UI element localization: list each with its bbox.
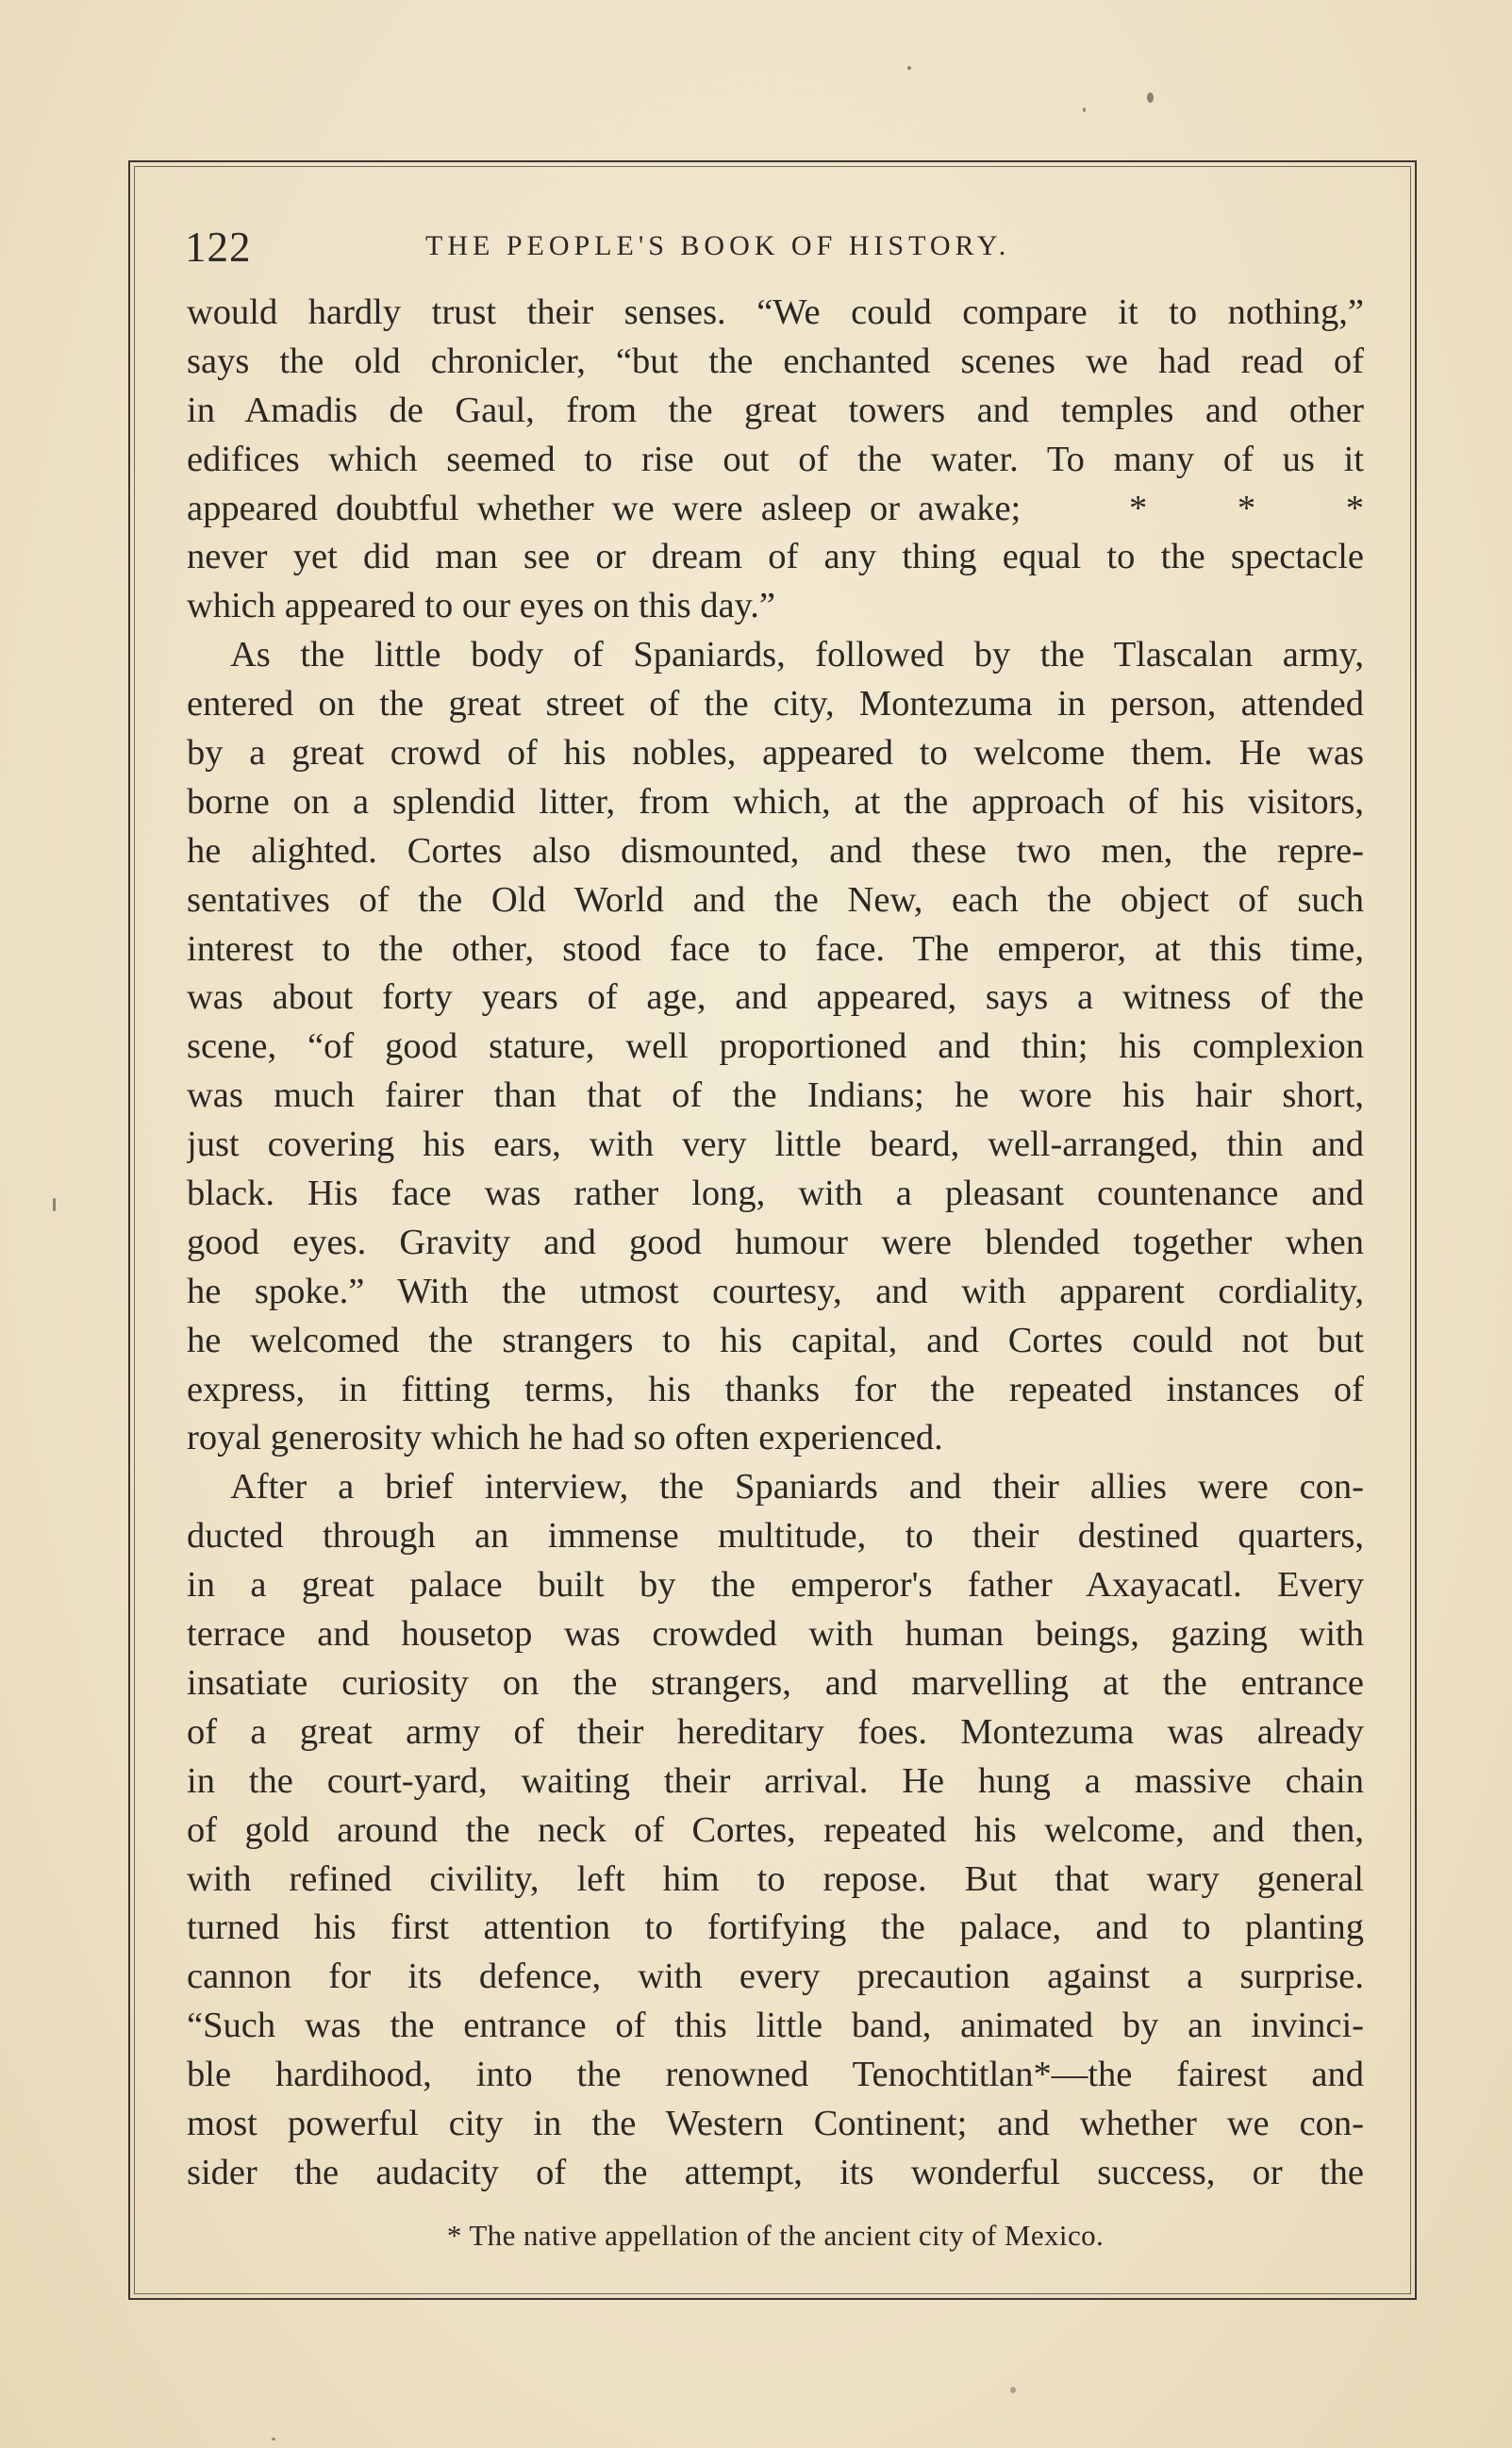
text-line: by a great crowd of his nobles, appeared to welcome them. He was bbox=[187, 733, 1364, 774]
text-line: was much fairer than that of the Indians; he wore his hair short, bbox=[187, 1075, 1364, 1116]
paper-speck bbox=[272, 2438, 275, 2440]
text-line: appeared doubtful whether we were asleep or awake; * * * bbox=[187, 488, 1364, 528]
text-line: was about forty years of age, and appeared, says a witness of the bbox=[187, 977, 1364, 1018]
paragraph-start-line: After a brief interview, the Spaniards and their allies were con- bbox=[230, 1467, 1364, 1507]
paper-speck bbox=[1147, 92, 1154, 103]
paper-speck bbox=[907, 66, 911, 70]
text-line: black. His face was rather long, with a pleasant countenance and bbox=[187, 1174, 1364, 1214]
text-line: scene, “of good stature, well proportioned and thin; his complexion bbox=[187, 1026, 1364, 1067]
text-line: of gold around the neck of Cortes, repeated his welcome, and then, bbox=[187, 1809, 1364, 1850]
text-line: in Amadis de Gaul, from the great towers and temples and other bbox=[187, 390, 1364, 430]
page-header bbox=[185, 223, 1364, 279]
text-line: he spoke.” With the utmost courtesy, and with apparent cordiality, bbox=[187, 1271, 1364, 1311]
text-line: interest to the other, stood face to face. The emperor, at this time, bbox=[187, 928, 1364, 969]
text-line: he alighted. Cortes also dismounted, and these two men, the repre- bbox=[187, 830, 1364, 871]
text-line: he welcomed the strangers to his capital, and Cortes could not but bbox=[187, 1320, 1364, 1360]
text-line: just covering his ears, with very little beard, well-arranged, thin and bbox=[187, 1124, 1364, 1165]
text-line: insatiate curiosity on the strangers, and marvelling at the entrance bbox=[187, 1662, 1364, 1703]
paper-speck bbox=[53, 1198, 56, 1211]
text-line: express, in fitting terms, his thanks for the repeated instances of bbox=[187, 1369, 1364, 1409]
running-head: THE PEOPLE'S BOOK OF HISTORY. bbox=[425, 230, 1011, 261]
paper-speck bbox=[1083, 108, 1086, 112]
text-line: which appeared to our eyes on this day.” bbox=[187, 586, 775, 626]
text-line: cannon for its defence, with every precaution against a surprise. bbox=[187, 1957, 1364, 1997]
text-line: ducted through an immense multitude, to their destined quarters, bbox=[187, 1516, 1364, 1557]
text-line: ble hardihood, into the renowned Tenochtitlan*—the fairest and bbox=[187, 2055, 1364, 2095]
text-line: terrace and housetop was crowded with human beings, gazing with bbox=[187, 1614, 1364, 1655]
text-line: good eyes. Gravity and good humour were blended together when bbox=[187, 1222, 1364, 1262]
text-line: in the court-yard, waiting their arrival. He hung a massive chain bbox=[187, 1760, 1364, 1801]
text-line: “Such was the entrance of this little band, animated by an invinci- bbox=[187, 2006, 1364, 2046]
text-line: says the old chronicler, “but the enchanted scenes we had read of bbox=[187, 341, 1364, 381]
text-line: entered on the great street of the city, Montezuma in person, attended bbox=[187, 684, 1364, 724]
text-line: turned his first attention to fortifying the palace, and to planting bbox=[187, 1907, 1364, 1948]
text-line: of a great army of their hereditary foes. Montezuma was already bbox=[187, 1711, 1364, 1752]
text-line: never yet did man see or dream of any thing equal to the spectacle bbox=[187, 537, 1364, 577]
footnote: * The native appellation of the ancient city of Mexico. bbox=[446, 2219, 1105, 2252]
paragraph-start-line: As the little body of Spaniards, followed by the Tlascalan army, bbox=[230, 635, 1364, 675]
text-line: in a great palace built by the emperor's father Axayacatl. Every bbox=[187, 1565, 1364, 1606]
text-line: with refined civility, left him to repose. But that wary general bbox=[187, 1858, 1364, 1899]
text-line: royal generosity which he had so often experienced. bbox=[187, 1418, 943, 1458]
text-line: would hardly trust their senses. “We could compare it to nothing,” bbox=[187, 292, 1364, 332]
body-text bbox=[187, 289, 1364, 2198]
paper-speck bbox=[1010, 2387, 1016, 2393]
text-line: edifices which seemed to rise out of the water. To many of us it bbox=[187, 439, 1364, 479]
text-line: most powerful city in the Western Continent; and whether we con- bbox=[187, 2103, 1364, 2143]
text-line: borne on a splendid litter, from which, at the approach of his visitors, bbox=[187, 781, 1364, 822]
page-number: 122 bbox=[185, 224, 252, 271]
text-line: sider the audacity of the attempt, its wonderful success, or the bbox=[187, 2152, 1364, 2192]
text-line: sentatives of the Old World and the New, each the object of such bbox=[187, 879, 1364, 920]
